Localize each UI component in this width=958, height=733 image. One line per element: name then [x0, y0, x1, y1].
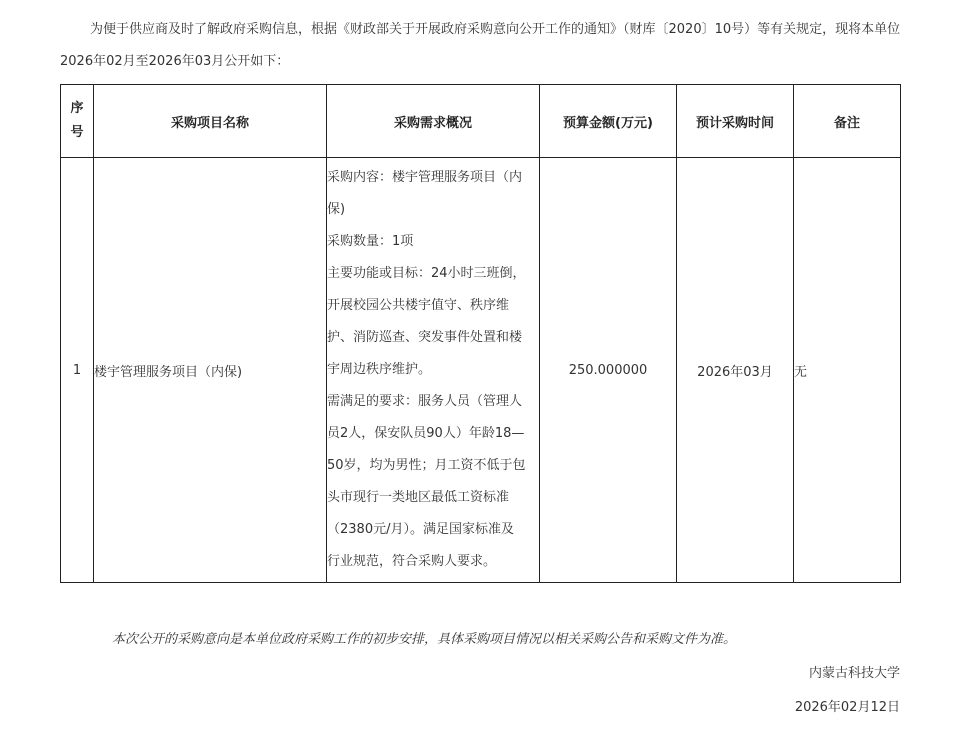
cell-project-name: 楼宇管理服务项目（内保) [94, 158, 327, 583]
intro-line-1: 为便于供应商及时了解政府采购信息，根据《财政部关于开展政府采购意向公开工作的通知》（财库〔2020〕10号）等有关规定，现将本单位 [90, 22, 901, 37]
signature-date: 2026年02月12日 [794, 700, 900, 715]
header-expected-time: 预计采购时间 [677, 85, 794, 158]
header-remark: 备注 [794, 85, 901, 158]
summary-line: 员2人，保安队员90人）年龄18— [327, 426, 525, 441]
summary-line: 采购数量：1项 [327, 234, 414, 249]
header-seq-char-1: 序 [70, 101, 84, 116]
cell-budget: 250.000000 [540, 158, 677, 583]
summary-line: 采购内容：楼宇管理服务项目（内 [327, 170, 523, 185]
cell-expected-time: 2026年03月 [677, 158, 794, 583]
intro-paragraph [60, 14, 902, 78]
header-project-name: 采购项目名称 [94, 85, 327, 158]
signature-org: 内蒙古科技大学 [808, 666, 900, 681]
summary-line: 保) [327, 202, 346, 217]
header-budget: 预算金额(万元) [540, 85, 677, 158]
table-header-row [61, 85, 901, 158]
summary-line: 开展校园公共楼宇值守、秩序维 [327, 298, 510, 313]
cell-seq: 1 [61, 158, 94, 583]
header-seq [61, 85, 94, 158]
footnote: 本次公开的采购意向是本单位政府采购工作的初步安排，具体采购项目情况以相关采购公告和采购文件为准。 [112, 632, 737, 647]
header-seq-char-2: 号 [70, 125, 84, 140]
summary-line: 50岁，均为男性；月工资不低于包 [327, 458, 526, 473]
summary-line: 护、消防巡查、突发事件处置和楼 [327, 330, 523, 345]
summary-line: 宇周边秩序维护。 [327, 362, 432, 377]
procurement-intent-table [60, 84, 901, 583]
cell-requirement-summary [327, 158, 540, 583]
summary-line: 主要功能或目标：24小时三班倒， [327, 266, 526, 281]
header-requirement-summary: 采购需求概况 [327, 85, 540, 158]
table-row [61, 158, 901, 583]
summary-line: 需满足的要求：服务人员（管理人 [327, 394, 523, 409]
summary-line: （2380元/月）。满足国家标准及 [327, 522, 514, 537]
cell-remark: 无 [794, 158, 901, 583]
summary-line: 头市现行一类地区最低工资标准 [327, 490, 510, 505]
summary-line: 行业规范，符合采购人要求。 [327, 554, 497, 569]
intro-line-2: 2026年02月至2026年03月公开如下： [60, 54, 290, 69]
signature-block [794, 662, 900, 715]
